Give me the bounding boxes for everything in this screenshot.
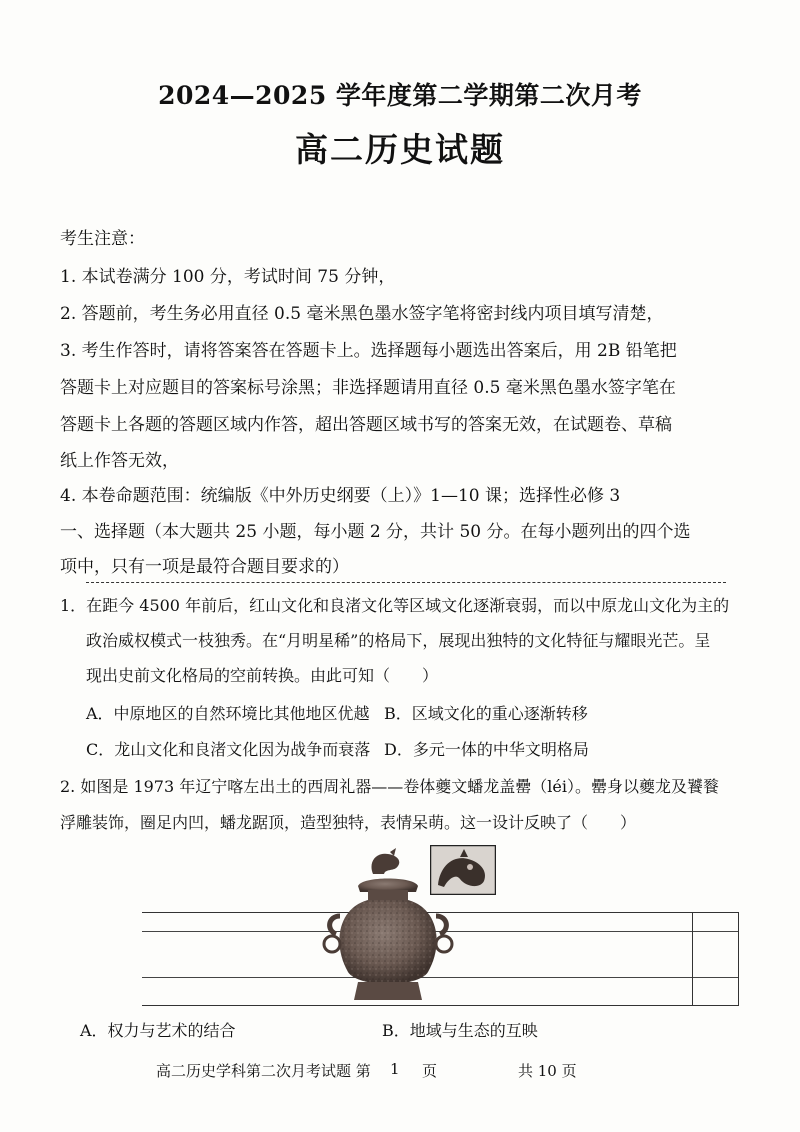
q2-stem-line-1: 2. 如图是 1973 年辽宁喀左出土的西周礼器——卷体夔文蟠龙盖罍（léi）。罍身以夔龙及饕餮 [60, 777, 719, 796]
q2-option-b: B．地域与生态的互映 [382, 1021, 538, 1040]
q1-option-d: D．多元一体的中华文明格局 [384, 740, 589, 759]
q1-stem-line-3: 现出史前文化格局的空前转换。由此可知（ ） [86, 666, 439, 685]
notice-line-6: 纸上作答无效， [60, 451, 179, 471]
section-heading-line-1: 一、选择题（本大题共 25 小题，每小题 2 分，共计 50 分。在每小题列出的四个选 [60, 522, 691, 542]
q1-stem-line-2: 政治威权模式一枝独秀。在“月明星稀”的格局下，展现出独特的文化特征与耀眼光芒。呈 [86, 631, 711, 650]
q2-stem-line-2: 浮雕装饰，圈足内凹，蟠龙踞顶，造型独特，表情呆萌。这一设计反映了（ ） [60, 813, 637, 832]
footer-total-pages: 共 10 页 [518, 1062, 577, 1080]
q1-option-c: C．龙山文化和良渚文化因为战争而衰落 [86, 740, 371, 759]
exam-title: 2024—2025 学年度第二学期第二次月考 [158, 81, 642, 110]
notice-line-4: 答题卡上对应题目的答案标号涂黑；非选择题请用直径 0.5 毫米黑色墨水签字笔在 [60, 378, 676, 398]
q2-option-a: A．权力与艺术的结合 [80, 1021, 236, 1040]
dragon-detail-inset-image [430, 845, 496, 895]
notice-line-7: 4. 本卷命题范围：统编版《中外历史纲要（上）》1—10 课；选择性必修 3 [60, 486, 621, 506]
footer-left-text: 高二历史学科第二次月考试题 第 [156, 1062, 371, 1080]
section-heading-line-2: 项中，只有一项是最符合题目要求的） [60, 557, 349, 577]
dragon-finial [371, 854, 399, 874]
notice-line-1: 1. 本试卷满分 100 分，考试时间 75 分钟， [60, 267, 396, 287]
notice-line-2: 2. 答题前，考生务必用直径 0.5 毫米黑色墨水签字笔将密封线内项目填写清楚， [60, 304, 664, 324]
dashed-divider [86, 582, 726, 583]
notice-heading: 考生注意： [60, 229, 145, 249]
subject-title: 高二历史试题 [295, 130, 505, 169]
answer-table-col-line [692, 913, 693, 1005]
q1-stem-line-1: 1．在距今 4500 年前后，红山文化和良渚文化等区域文化逐渐衰弱，而以中原龙山文化为主的 [60, 596, 730, 615]
notice-line-3: 3. 考生作答时，请将答案答在答题卡上。选择题每小题选出答案后，用 2B 铅笔把 [60, 341, 677, 361]
notice-line-5: 答题卡上各题的答题区域内作答，超出答题区域书写的答案无效，在试题卷、草稿 [60, 415, 672, 435]
footer-page-number: 1 [390, 1060, 400, 1078]
q1-option-a: A．中原地区的自然环境比其他地区优越 [86, 704, 370, 723]
q1-option-b: B．区域文化的重心逐渐转移 [384, 704, 588, 723]
footer-page-unit: 页 [422, 1062, 438, 1080]
